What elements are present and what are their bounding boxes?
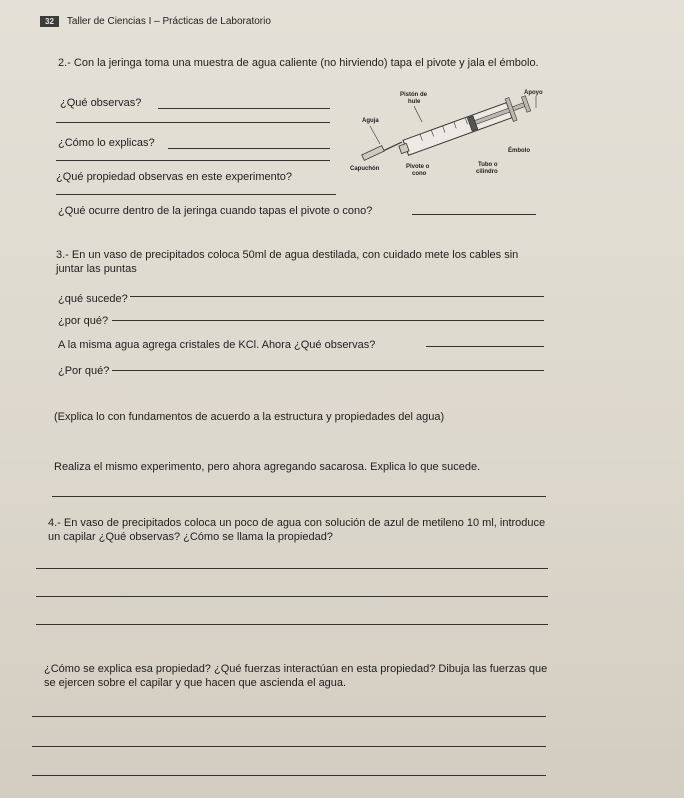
q3-sacarosa-label: Realiza el mismo experimento, pero ahora agregando sacarosa. Explica lo que sucede. — [54, 461, 481, 473]
q3-sucede-label: ¿qué sucede? — [58, 293, 128, 305]
q2-inside-label: ¿Qué ocurre dentro de la jeringa cuando tapas el pivote o cono? — [58, 205, 373, 217]
syringe-diagram — [340, 82, 550, 182]
q3-explica-label: (Explica lo con fundamentos de acuerdo a la estructura y propiedades del agua) — [54, 411, 445, 423]
q3-por-que-label: ¿por qué? — [58, 315, 109, 327]
q3-kcl-label: A la misma agua agrega cristales de KCl. Ahora ¿Qué observas? — [58, 339, 376, 351]
q3-por-que-2-answer-line[interactable] — [112, 370, 544, 371]
label-piston-1: Pistón de — [400, 92, 428, 98]
header-title: Taller de Ciencias I – Prácticas de Laboratorio — [66, 16, 271, 27]
q4-answer-line-3[interactable] — [36, 624, 548, 625]
q4-fuerzas-answer-line-1[interactable] — [32, 716, 546, 717]
q3-prompt: 3.- En un vaso de precipitados coloca 50ml de agua destilada, con cuidado mete los cables sin juntar las puntas — [56, 249, 519, 275]
label-embolo: Émbolo — [508, 148, 530, 154]
page-number: 32 — [40, 16, 59, 27]
q3-kcl-answer-line[interactable] — [426, 346, 544, 347]
label-aguja: Aguja — [362, 118, 379, 124]
page-header — [40, 16, 271, 27]
q3-sucede-answer-line[interactable] — [130, 296, 544, 297]
q3-sacarosa-answer-line[interactable] — [52, 496, 546, 497]
label-apoyo: Apoyo — [524, 90, 543, 96]
q2-explain-label: ¿Cómo lo explicas? — [58, 137, 155, 149]
q2-prompt: 2.- Con la jeringa toma una muestra de agua caliente (no hirviendo) tapa el pivote y jala el émbolo. — [58, 57, 539, 69]
q4-answer-line-2[interactable] — [36, 596, 548, 597]
q4-prompt: 4.- En vaso de precipitados coloca un poco de agua con solución de azul de metileno 10 ml, introduce un capilar ¿Qué observas? ¿Cómo se llama la propiedad? — [48, 517, 546, 543]
q2-observe-answer-line-2[interactable] — [56, 122, 330, 123]
q2-inside-answer-line[interactable] — [412, 214, 536, 215]
q4-fuerzas-answer-line-3[interactable] — [32, 775, 546, 776]
label-pivote-2: cono — [412, 171, 427, 177]
q2-observe-answer-line[interactable] — [158, 108, 330, 109]
q2-property-label: ¿Qué propiedad observas en este experimento? — [56, 171, 293, 183]
label-tubo-1: Tubo o — [478, 162, 498, 168]
q3-por-que-answer-line[interactable] — [112, 320, 544, 321]
label-capuchon: Capuchón — [350, 166, 380, 172]
q4-fuerzas-prompt: ¿Cómo se explica esa propiedad? ¿Qué fuerzas interactúan en esta propiedad? Dibuja las fuerzas que se ejercen sobre el capilar y que hacen que ascienda el agua. — [44, 663, 548, 689]
label-piston-2: hule — [408, 99, 421, 105]
q2-explain-answer-line[interactable] — [168, 148, 330, 149]
label-pivote-1: Pivote o — [406, 164, 430, 170]
q2-explain-answer-line-2[interactable] — [56, 160, 330, 161]
q2-property-answer-line[interactable] — [56, 194, 336, 195]
q4-answer-line-1[interactable] — [36, 568, 548, 569]
q4-fuerzas-answer-line-2[interactable] — [32, 746, 546, 747]
syringe-body — [362, 92, 532, 161]
q2-observe-label: ¿Qué observas? — [60, 97, 142, 109]
label-tubo-2: cilindro — [476, 169, 498, 175]
q3-por-que-2-label: ¿Por qué? — [58, 365, 110, 377]
